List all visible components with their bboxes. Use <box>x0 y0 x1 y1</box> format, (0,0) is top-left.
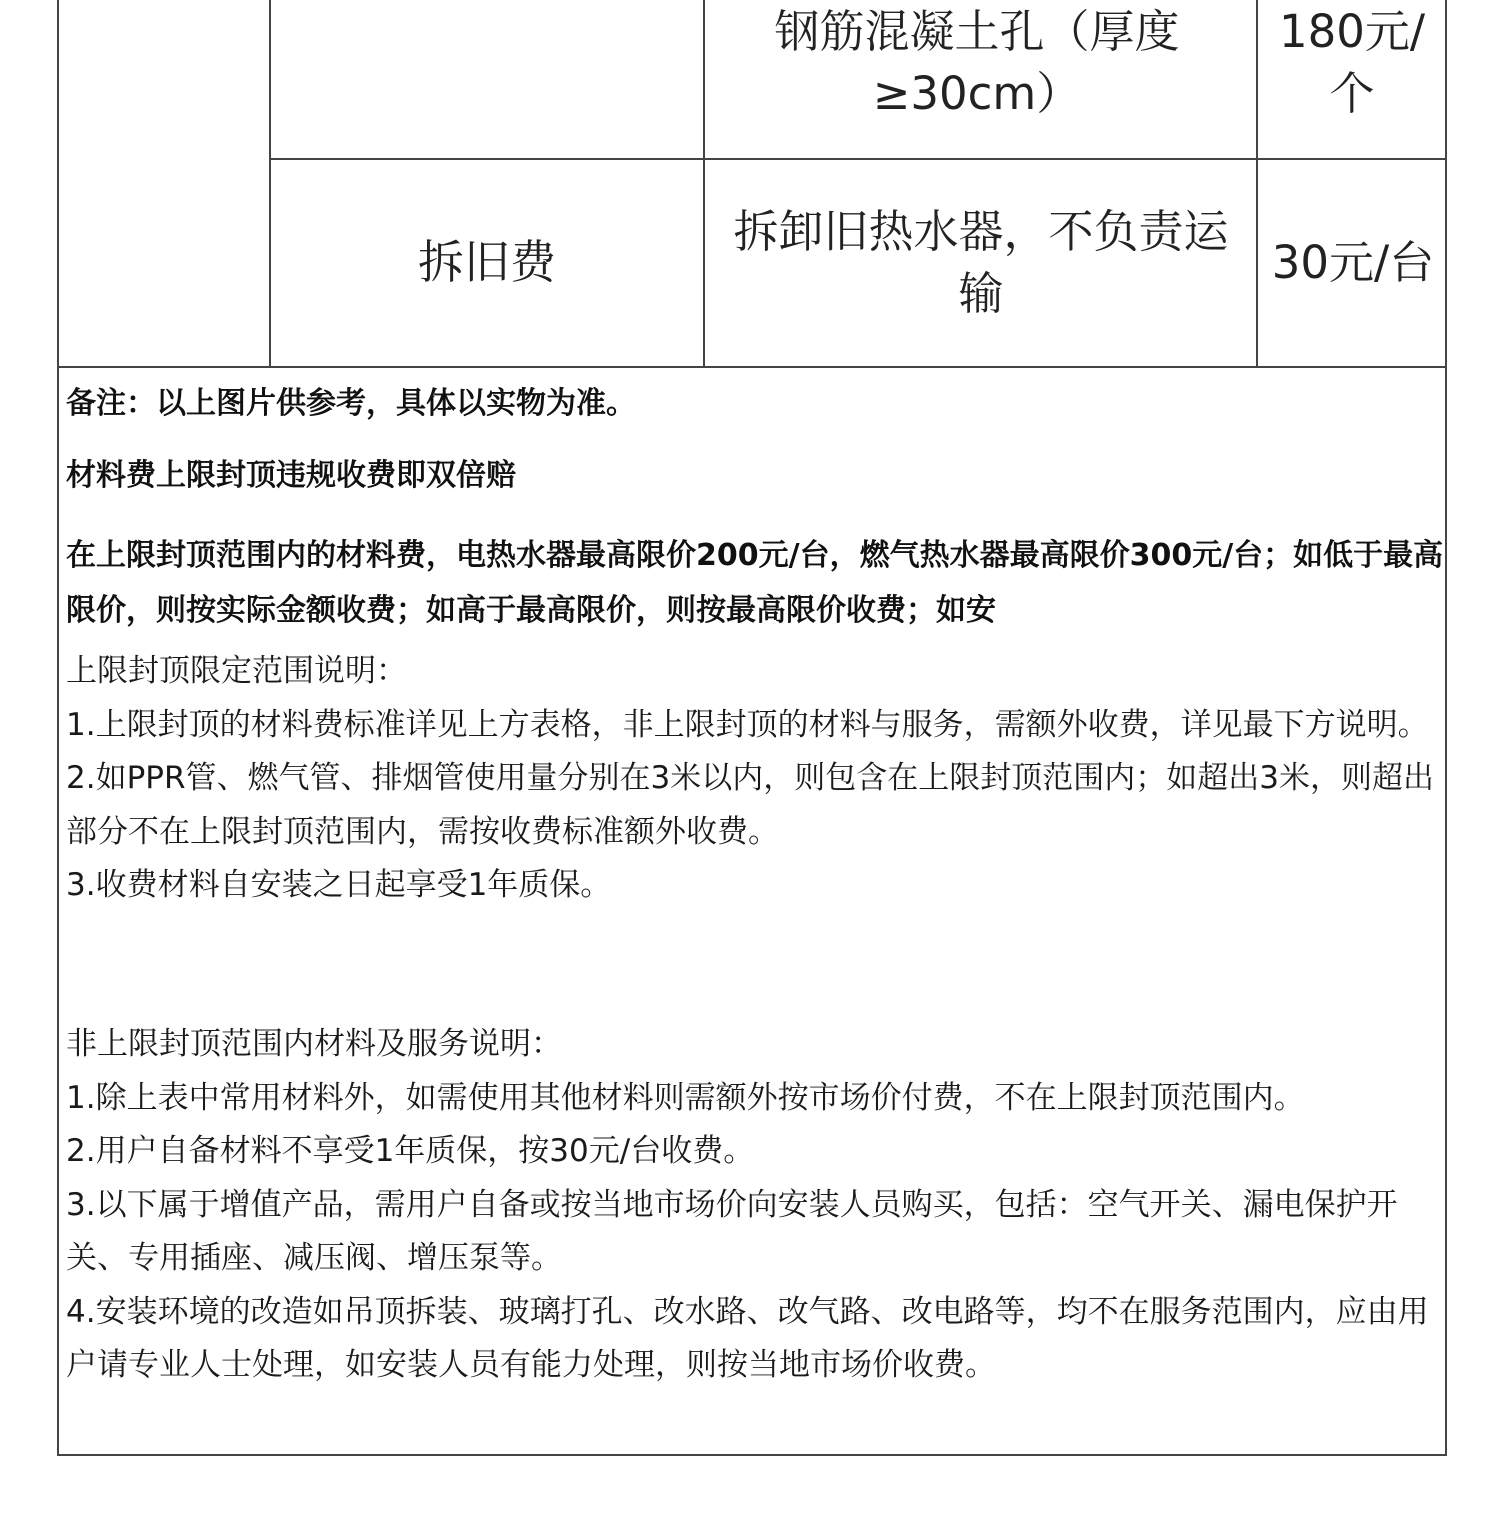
scope-section <box>66 645 1444 913</box>
table-row-divider <box>269 158 1447 160</box>
list-item: 2.用户自备材料不享受1年质保，按30元/台收费。 <box>66 1133 755 1169</box>
list-item: 3.收费材料自安装之日起享受1年质保。 <box>66 867 612 903</box>
cell-description: 拆卸旧热水器，不负责运输 <box>733 204 1229 320</box>
list-item: 4.安装环境的改造如吊顶拆装、玻璃打孔、改水路、改气路、改电路等，均不在服务范围内，应由用户请专业人士处理，如安装人员有能力处理，则按当地市场价收费。 <box>66 1293 1429 1383</box>
table-divider-col3 <box>1256 0 1258 368</box>
table-row <box>275 162 699 364</box>
table-divider-col2 <box>703 0 705 368</box>
extra-title: 非上限封顶范围内材料及服务说明： <box>66 1026 562 1062</box>
cell-description: 钢筋混凝土孔（厚度≥30cm） <box>774 4 1180 120</box>
extra-section <box>66 1018 1444 1393</box>
list-item: 2.如PPR管、燃气管、排烟管使用量分别在3米以内，则包含在上限封顶范围内；如超出3米，则超出部分不在上限封顶范围内，需按收费标准额外收费。 <box>66 760 1434 850</box>
table-divider-col1 <box>269 0 271 368</box>
table-row <box>1262 0 1442 156</box>
cap-title: 材料费上限封顶违规收费即双倍赔 <box>66 458 516 493</box>
cell-price: 30元/台 <box>1271 235 1435 289</box>
cell-item: 拆旧费 <box>418 235 556 290</box>
list-item: 3.以下属于增值产品，需用户自备或按当地市场价向安装人员购买，包括：空气开关、漏电保护开关、专用插座、减压阀、增压泵等。 <box>66 1186 1398 1276</box>
table-row <box>1266 162 1440 364</box>
list-item: 1.上限封顶的材料费标准详见上方表格，非上限封顶的材料与服务，需额外收费，详见最下方说明。 <box>66 706 1429 743</box>
table-row <box>716 162 1246 364</box>
list-item: 1.除上表中常用材料外，如需使用其他材料则需额外按市场价付费，不在上限封顶范围内。 <box>66 1079 1305 1116</box>
table-row <box>712 0 1242 156</box>
cap-detail: 在上限封顶范围内的材料费，电热水器最高限价200元/台，燃气热水器最高限价300元/台；如低于最高限价，则按实际金额收费；如高于最高限价，则按最高限价收费；如安 <box>66 538 1444 628</box>
remark-line: 备注：以上图片供参考，具体以实物为准。 <box>66 386 636 421</box>
scope-title: 上限封顶限定范围说明： <box>66 653 407 689</box>
cell-price: 180元/个 <box>1278 4 1426 120</box>
table-bottom-divider <box>57 366 1447 368</box>
